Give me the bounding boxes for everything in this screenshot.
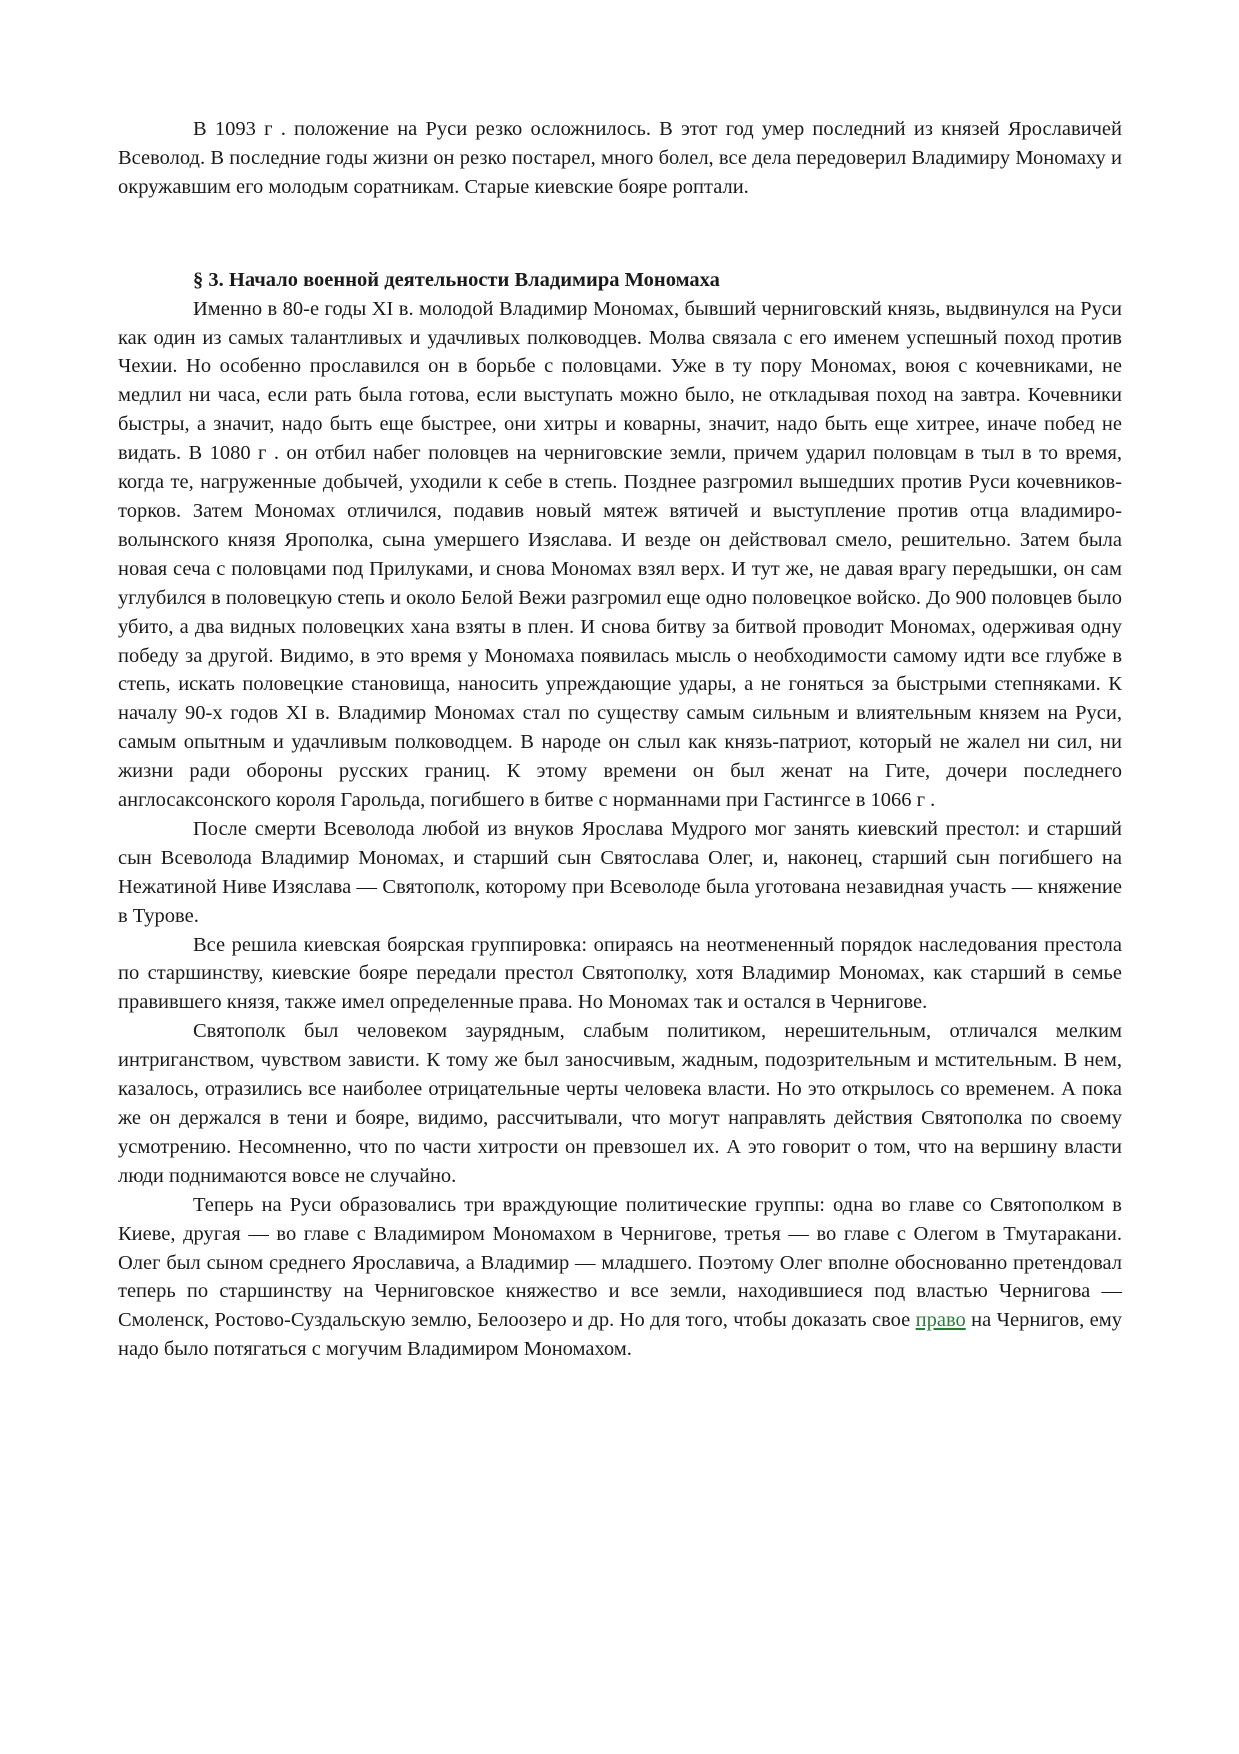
paragraph-svyatopolk: Святополк был человеком заурядным, слабым политиком, нерешительным, отличался мелким интриганством, чувством зависти. К тому же был заносчивым, жадным, подозрительным и мстительным. В нем, казалось, отразились все наиболее отрицательные черты человека власти. Но это открылось со временем. А пока же он держался в тени и бояре, видимо, рассчитывали, что могут направлять действия Святополка по своему усмотрению. Несомненно, что по части хитрости он превзошел их. А это говорит о том, что на вершину власти люди поднимаются вовсе не случайно.	[118, 1020, 1122, 1187]
paragraph-military-career: Именно в 80-е годы XI в. молодой Владимир Мономах, бывший черниговский князь, выдвинулся на Руси как один из самых талантливых и удачливых полководцев. Молва связала с его именем успешный поход против Чехии. Но особенно прославился он в борьбе с половцами. Уже в ту пору Мономах, воюя с кочевниками, не медлил ни часа, если рать была готова, если выступать можно было, не откладывая поход на завтра. Кочевники быстры, а значит, надо быть еще быстрее, они хитры и коварны, значит, надо быть еще хитрее, иначе побед не видать. В 1080 г . он отбил набег половцев на черниговские земли, причем ударил половцам в тыл в то время, когда те, нагруженные добычей, уходили к себе в степь. Позднее разгромил вышедших против Руси кочевников-торков. Затем Мономах отличился, подавив новый мятеж вятичей и выступление против отца владимиро-волынского князя Ярополка, сына умершего Изяслава. И везде он действовал смело, решительно. Затем была новая сеча с половцами под Прилуками, и снова Мономах взял верх. И тут же, не давая врагу передышки, он сам углубился в половецкую степь и около Белой Вежи разгромил еще одно половецкое войско. До 900 половцев было убито, а два видных половецких хана взяты в плен. И снова битву за битвой проводит Мономах, одерживая одну победу за другой. Видимо, в это время у Мономаха появилась мысль о необходимости самому идти все глубже в степь, искать половецкие становища, наносить упреждающие удары, а не гоняться за быстрыми степняками. К началу 90-х годов XI в. Владимир Мономах стал по существу самым сильным и влиятельным князем на Руси, самым опытным и удачливым полководцем. В народе он слыл как князь-патриот, который не жалел ни сил, ни жизни ради обороны русских границ. К этому времени он был женат на Гите, дочери последнего англосаксонского короля Гарольда, погибшего в битве с норманнами при Гастингсе в 1066 г .	[118, 297, 1122, 812]
paragraph-text-before-link: Теперь на Руси образовались три враждующие политические группы: одна во главе со Святополком в Киеве, другая — во главе с Владимиром Мономахом в Чернигове, третья — во главе с Олегом в Тмутаракани. Олег был сыном среднего Ярославича, а Владимир — младшего. Поэтому Олег вполне обоснованно претендовал теперь по старшинству на Черниговское княжество и все земли, находившиеся под властью Чернигова — Смоленск, Ростово-Суздальскую землю, Белоозеро и др. Но для того, чтобы доказать свое	[118, 1193, 1122, 1332]
paragraph-succession: После смерти Всеволода любой из внуков Ярослава Мудрого мог занять киевский престол: и старший сын Всеволода Владимир Мономах, и старший сын Святослава Олег, и, наконец, старший сын погибшего на Нежатиной Ниве Изяслава — Святополк, которому при Всеволоде была уготована незавидная участь — княжение в Турове.	[118, 817, 1122, 927]
section-heading: § 3. Начало военной деятельности Владимира Мономаха	[193, 268, 720, 291]
paragraph-boyar-decision: Все решила киевская боярская группировка: опираясь на неотмененный порядок наследования престола по старшинству, киевские бояре передали престол Святополку, хотя Владимир Мономах, как старший в семье правившего князя, также имел определенные права. Но Мономах так и остался в Чернигове.	[118, 933, 1122, 1014]
paragraph-text-after-link: на Чернигов, ему надо было потягаться с могучим Владимиром Мономахом.	[118, 1309, 1122, 1361]
intro-paragraph: В 1093 г . положение на Руси резко осложнилось. В этот год умер последний из князей Ярославичей Всеволод. В последние годы жизни он резко постарел, много болел, все дела передоверил Владимиру Мономаху и окружавшим его молодым соратникам. Старые киевские бояре роптали.	[118, 118, 1122, 198]
pravo-link[interactable]: право	[915, 1309, 966, 1332]
paragraph-three-groups	[118, 1191, 1122, 1364]
document-page	[118, 115, 1122, 1364]
